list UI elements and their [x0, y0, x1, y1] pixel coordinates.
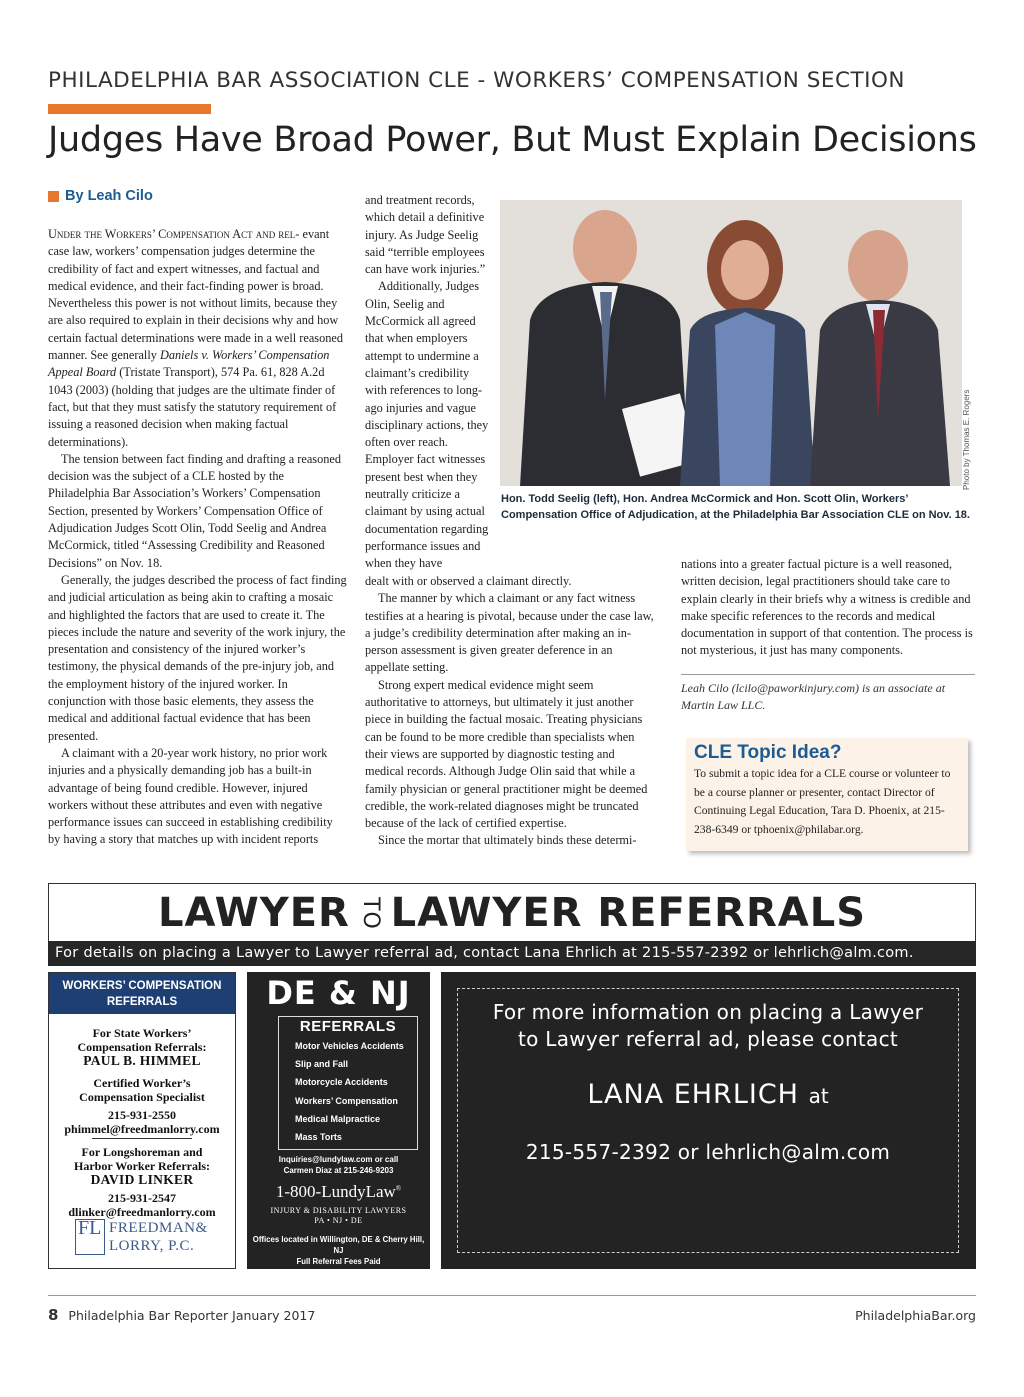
practice-item: Motor Vehicles Accidents	[295, 1041, 404, 1051]
wc-ad-phone: 215-931-2550	[108, 1108, 176, 1122]
article-paragraph	[48, 226, 348, 451]
referral-info-ad	[441, 972, 976, 1269]
de-nj-subtitle-line: PA • NJ • DE	[314, 1216, 363, 1225]
de-nj-referrals-box	[278, 1016, 418, 1150]
wc-ad-line: For Longshoreman and	[81, 1145, 203, 1159]
author-note: Leah Cilo (lcilo@paworkinjury.com) is an associate at Martin Law LLC.	[681, 681, 946, 712]
publication-name: Philadelphia Bar Reporter January 2017	[68, 1308, 316, 1323]
headline: Judges Have Broad Power, But Must Explain Decisions	[48, 120, 977, 160]
referrals-title-to: TO	[357, 897, 383, 930]
fl-logo-line: LORRY, P.C.	[109, 1238, 195, 1254]
referrals-title-right: LAWYER REFERRALS	[390, 890, 867, 936]
author-rule	[681, 674, 975, 675]
referral-info-dashed-frame	[457, 988, 959, 1253]
article-paragraph: nations into a greater factual picture is a well reasoned, written decision, legal practitioners should take care to explain clearly in their briefs why a witness is credible and make specific references to the records and medical documentation in support of that contention. The process is not mysterious, it just has many components.	[681, 557, 973, 658]
fl-logo-mark: FL	[75, 1219, 105, 1255]
practice-item: Workers’ Compensation	[295, 1095, 398, 1106]
case-citation: Daniels v. Workers’ Compensation Appeal Board	[48, 348, 330, 380]
fl-logo-line: FREEDMAN&	[109, 1220, 208, 1236]
wc-ad-phone: 215-931-2547	[108, 1191, 176, 1205]
caption-description: Workers’ Compensation Office of Adjudication, at the Philadelphia Bar Association CLE on Nov. 18.	[501, 493, 970, 521]
wc-ad-header-line: REFERRALS	[106, 996, 178, 1008]
de-nj-referral-ad	[247, 972, 430, 1269]
caption-names: Hon. Todd Seelig (left), Hon. Andrea McCormick and Hon. Scott Olin,	[501, 493, 859, 505]
wc-ad-header	[49, 973, 235, 1014]
cle-topic-box	[686, 738, 968, 851]
article-paragraph: Strong expert medical evidence might seem authoritative to attorneys, but ultimately it just another piece in building the factual mosaic. Treating physicians can be found to be more credible than specialists when their views are supported by diagnostic testing and medical records. Although Judge Olin said that while a family physician or general practitioner might be deemed credible, the work-related diagnoses might be truncated because of the lack of certified expertise.	[365, 677, 648, 831]
de-nj-referrals-heading: REFERRALS	[299, 1018, 397, 1035]
referrals-title-left: LAWYER	[157, 890, 350, 936]
byline-text: By Leah Cilo	[65, 188, 153, 204]
referral-info-contact: 215-557-2392 or lehrlich@alm.com	[525, 1140, 891, 1164]
article-paragraph: dealt with or observed a claimant directly.	[365, 574, 572, 588]
footer-rule	[48, 1295, 976, 1296]
paragraph-text: (Tristate Transport), 574 Pa. 61, 828 A.2d 1043 (2003) (holding that judges are the ultimate finder of fact, but that they must satisfy the statutory requirement of issuing a reasoned decision when making factual determinations).	[48, 365, 337, 449]
wc-ad-email: dlinker@freedmanlorry.com	[68, 1205, 216, 1219]
article-paragraph: Additionally, Judges Olin, Seelig and McCormick all agreed that when employers attempt to undermine a claimant’s credibility with references to long-ago injuries and vague disciplinary actions, they often over reach. Employer fact witnesses present best when they neutrally criticize a claimant by using actual documentation regarding performance issues and when they have	[365, 279, 489, 571]
photo-caption	[501, 492, 971, 523]
de-nj-offices	[247, 1234, 430, 1267]
practice-item: Motorcycle Accidents	[295, 1077, 388, 1088]
referral-info-contact-name	[458, 1079, 958, 1110]
article-column-1	[48, 226, 348, 849]
section-accent-bar	[48, 104, 211, 114]
wc-ad-attorney-name: DAVID LINKER	[90, 1172, 194, 1187]
referrals-title	[49, 890, 975, 936]
footer-left	[48, 1306, 315, 1324]
article-paragraph: Since the mortar that ultimately binds these determi-	[378, 833, 637, 848]
referrals-header	[48, 883, 976, 942]
section-title: PHILADELPHIA BAR ASSOCIATION CLE - WORKERS’ COMPENSATION SECTION	[48, 68, 905, 93]
wc-ad-line: Compensation Specialist	[79, 1090, 205, 1104]
article-column-2	[365, 192, 490, 573]
de-nj-subtitle	[247, 1206, 430, 1226]
wc-ad-body	[49, 1014, 235, 1219]
practice-item: Slip and Fall	[295, 1059, 349, 1070]
wc-ad-line: For State Workers’	[92, 1026, 192, 1040]
contact-name: LANA EHRLICH	[587, 1079, 799, 1110]
article-column-2-lower	[365, 573, 655, 850]
fl-logo-text	[109, 1219, 208, 1255]
referrals-info-bar: For details on placing a Lawyer to Lawyer referral ad, contact Lana Ehrlich at 215-557-2392 or lehrlich@alm.com.	[48, 941, 976, 966]
event-photo	[500, 200, 962, 486]
cle-topic-body: To submit a topic idea for a CLE course or volunteer to be a course planner or presenter, contact Director of Continuing Legal Education, Tara D. Phoenix, at 215-238-6349 or tphoenix@philabar.org.	[694, 767, 951, 836]
paragraph-text: evant case law, workers’ compensation judges determine the credibility of fact and expert witnesses, and factual and medical evidence, and their fact-finding power is broad. Nevertheless this power is not without limits, because they are also required to explain in their decisions why and how certain factual determinations were made in a well reasoned manner. See generally	[48, 227, 343, 363]
practice-item: Mass Torts	[295, 1132, 342, 1143]
de-nj-offices-line: Offices located in Willington, DE & Cherry Hill, NJ	[252, 1235, 425, 1255]
wc-ad-line: Certified Worker’s	[93, 1076, 191, 1090]
freedman-lorry-logo	[75, 1219, 208, 1255]
wc-ad-email: phimmel@freedmanlorry.com	[64, 1122, 220, 1136]
referral-info-text: For more information on placing a Lawyer to Lawyer referral ad, please contact	[492, 1000, 924, 1051]
de-nj-inquiries	[247, 1154, 430, 1176]
footer-site: PhiladelphiaBar.org	[855, 1308, 976, 1323]
cle-topic-title: CLE Topic Idea?	[694, 742, 842, 763]
de-nj-practice-list	[279, 1037, 417, 1146]
article-paragraph: Generally, the judges described the process of fact finding and judicial articulation as being akin to crafting a mosaic and highlighted the factors that are used to create it. The pieces include the nature and severity of the work injury, the presentation and consistency of the injured worker’s testimony, the physical demands of the pre-injury job, and the employment history of the injured worker. In conjunction with those basic elements, they assess the medical and additional factual evidence that has been presented.	[48, 572, 347, 743]
page-number: 8	[48, 1306, 59, 1324]
article-paragraph: The tension between fact finding and drafting a reasoned decision was the subject of a CLE hosted by the Philadelphia Bar Association’s Workers’ Compensation Section, presented by Workers’ Compensation Office of Adjudication Judges Scott Olin, Todd Seelig and Andrea McCormick, titled “Assessing Credibility and Reasoned Decisions” on Nov. 18.	[48, 451, 341, 570]
de-nj-inquiry-line: Inquiries@lundylaw.com or call	[278, 1155, 399, 1164]
lead-in: Under the Workers’ Compensation Act and rel-	[48, 227, 300, 241]
wc-ad-attorney-name: PAUL B. HIMMEL	[83, 1053, 201, 1068]
de-nj-inquiry-line: Carmen Diaz at 215-246-9203	[283, 1166, 394, 1175]
article-paragraph: The manner by which a claimant or any fact witness testifies at a hearing is pivotal, because under the case law, a judge’s credibility determination after making an in-person assessment is given greater deference in an appellate setting.	[365, 591, 654, 675]
wc-ad-line: Harbor Worker Referrals:	[74, 1159, 210, 1173]
practice-item: Medical Malpractice	[295, 1113, 381, 1124]
byline-square-icon	[48, 191, 59, 202]
wc-ad-line: Compensation Referrals:	[77, 1040, 207, 1054]
byline	[48, 188, 153, 204]
photo-illustration	[500, 200, 962, 486]
de-nj-title: DE & NJ	[266, 974, 411, 1012]
contact-at: at	[808, 1084, 829, 1108]
de-nj-subtitle-line: INJURY & DISABILITY LAWYERS	[270, 1206, 407, 1215]
de-nj-phone-text: 1-800-LundyLaw	[275, 1182, 396, 1201]
photo-credit: Photo by Thomas E. Rogers	[962, 389, 971, 490]
article-paragraph: A claimant with a 20-year work history, no prior work injuries and a physically demanding job has a built-in advantage of being found credible. However, injured workers without these attributes and even with negative performance issues can succeed in establishing credibility by having a story that matches up with incident reports	[48, 745, 333, 847]
de-nj-phone: 1-800-LundyLaw®	[275, 1182, 402, 1201]
article-paragraph: and treatment records, which detail a definitive injury. As Judge Seelig said “terrible employees can have work injuries.”	[365, 193, 486, 277]
de-nj-offices-line: Full Referral Fees Paid	[296, 1257, 381, 1266]
wc-ad-header-line: WORKERS’ COMPENSATION	[62, 980, 222, 992]
workers-comp-referral-ad	[48, 972, 236, 1269]
article-column-3	[681, 556, 975, 660]
